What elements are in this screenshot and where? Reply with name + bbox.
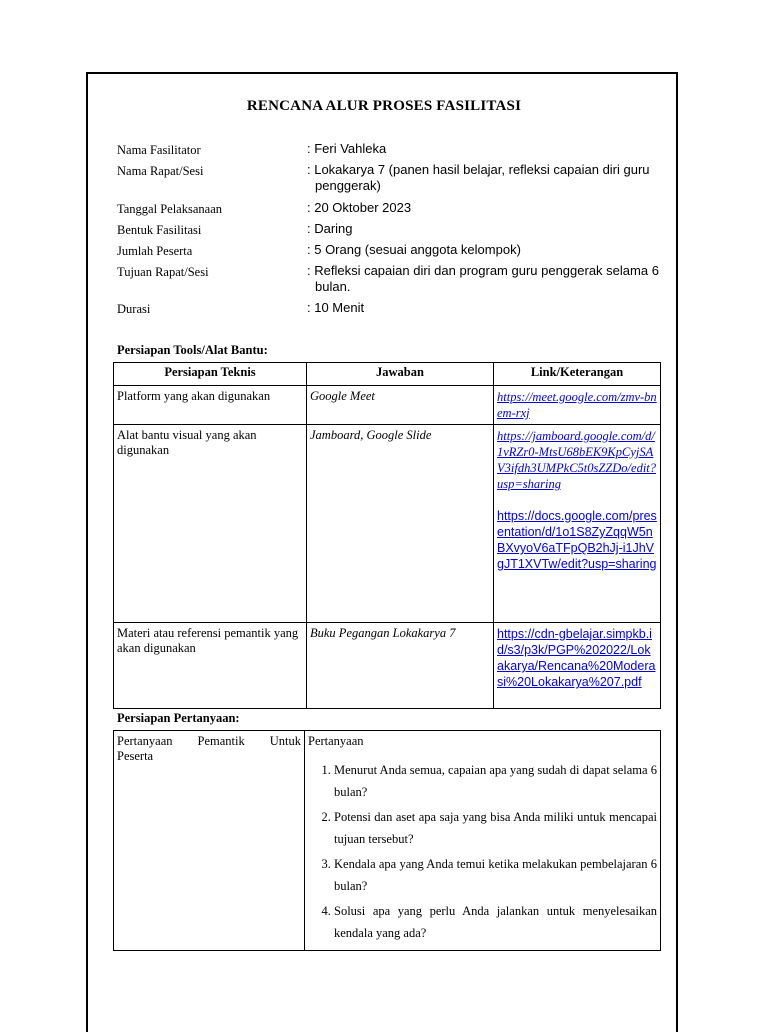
list-item: 1. Menurut Anda semua, capaian apa yang sudah di dapat selama 6 bulan? <box>334 759 657 803</box>
tools-table-header <box>114 363 661 386</box>
header-persiapan-teknis: Persiapan Teknis <box>114 363 307 386</box>
questions-heading: Persiapan Pertanyaan: <box>117 711 240 725</box>
info-value-tanggal: : 20 Oktober 2023 <box>307 200 412 215</box>
questions-label-line1: Pertanyaan Pemantik Untuk <box>117 734 301 748</box>
google-slide-link[interactable]: https://docs.google.com/presentation/d/1o1S8ZyZqqW5nBXvyoV6aTFpQB2hJj-i1JhVgJT1XVTw/edit?usp=sharing <box>497 509 657 571</box>
info-value-jumlah: : 5 Orang (sesuai anggota kelompok) <box>307 242 521 257</box>
table-row <box>114 425 661 623</box>
materi-pdf-link[interactable]: https://cdn-gbelajar.simpkb.id/s3/p3k/PGP%202022/Lokakarya/Rencana%20Moderasi%20Lokakarya%207.pdf <box>497 627 656 689</box>
info-label-fasilitator: Nama Fasilitator <box>117 143 201 157</box>
list-item: 2. Potensi dan aset apa saja yang bisa Anda miliki untuk mencapai tujuan tersebut? <box>334 806 657 850</box>
info-value-durasi: : 10 Menit <box>307 300 365 315</box>
list-item: 4. Solusi apa yang perlu Anda jalankan untuk menyelesaikan kendala yang ada? <box>334 900 657 944</box>
info-value-fasilitator: : Feri Vahleka <box>307 141 387 156</box>
info-label-durasi: Durasi <box>117 302 151 316</box>
info-label-tanggal: Tanggal Pelaksanaan <box>117 202 222 216</box>
meet-link[interactable]: https://meet.google.com/zmv-bnem-rxj <box>497 390 657 420</box>
questions-list-header: Pertanyaan <box>308 734 364 748</box>
cell-link <box>494 623 661 709</box>
info-value-rapat: : Lokakarya 7 (panen hasil belajar, refleksi capaian diri guru penggerak) <box>307 162 650 193</box>
tools-table <box>113 362 661 709</box>
cell-link <box>494 386 661 425</box>
cell-jawaban: Google Meet <box>307 386 494 425</box>
info-value-bentuk: : Daring <box>307 221 353 236</box>
list-item: 3. Kendala apa yang Anda temui ketika melakukan pembelajaran 6 bulan? <box>334 853 657 897</box>
cell-teknis: Alat bantu visual yang akan digunakan <box>114 425 307 623</box>
info-label-tujuan: Tujuan Rapat/Sesi <box>117 265 209 279</box>
cell-teknis: Materi atau referensi pemantik yang akan digunakan <box>114 623 307 709</box>
questions-list-cell <box>305 731 661 951</box>
questions-list <box>308 759 657 944</box>
info-label-rapat: Nama Rapat/Sesi <box>117 164 204 178</box>
info-value-tujuan: : Refleksi capaian diri dan program guru penggerak selama 6 bulan. <box>307 263 659 294</box>
questions-label-cell <box>114 731 305 951</box>
info-label-jumlah: Jumlah Peserta <box>117 244 193 258</box>
table-row <box>114 623 661 709</box>
cell-jawaban: Buku Pegangan Lokakarya 7 <box>307 623 494 709</box>
questions-table <box>113 730 661 951</box>
cell-teknis: Platform yang akan digunakan <box>114 386 307 425</box>
jamboard-link[interactable]: https://jamboard.google.com/d/1vRZr0-MtsU68bEK9KpCyjSAV3ifdh3UMPkC5t0sZZDo/edit?usp=sharing <box>497 429 657 491</box>
tools-heading: Persiapan Tools/Alat Bantu: <box>117 343 268 357</box>
header-jawaban: Jawaban <box>307 363 494 386</box>
header-link: Link/Keterangan <box>494 363 661 386</box>
table-row <box>114 386 661 425</box>
questions-label-line2: Peserta <box>117 749 154 763</box>
cell-link <box>494 425 661 623</box>
document-title: RENCANA ALUR PROSES FASILITASI <box>246 98 522 114</box>
info-label-bentuk: Bentuk Fasilitasi <box>117 223 202 237</box>
cell-jawaban: Jamboard, Google Slide <box>307 425 494 623</box>
table-row <box>114 731 661 951</box>
